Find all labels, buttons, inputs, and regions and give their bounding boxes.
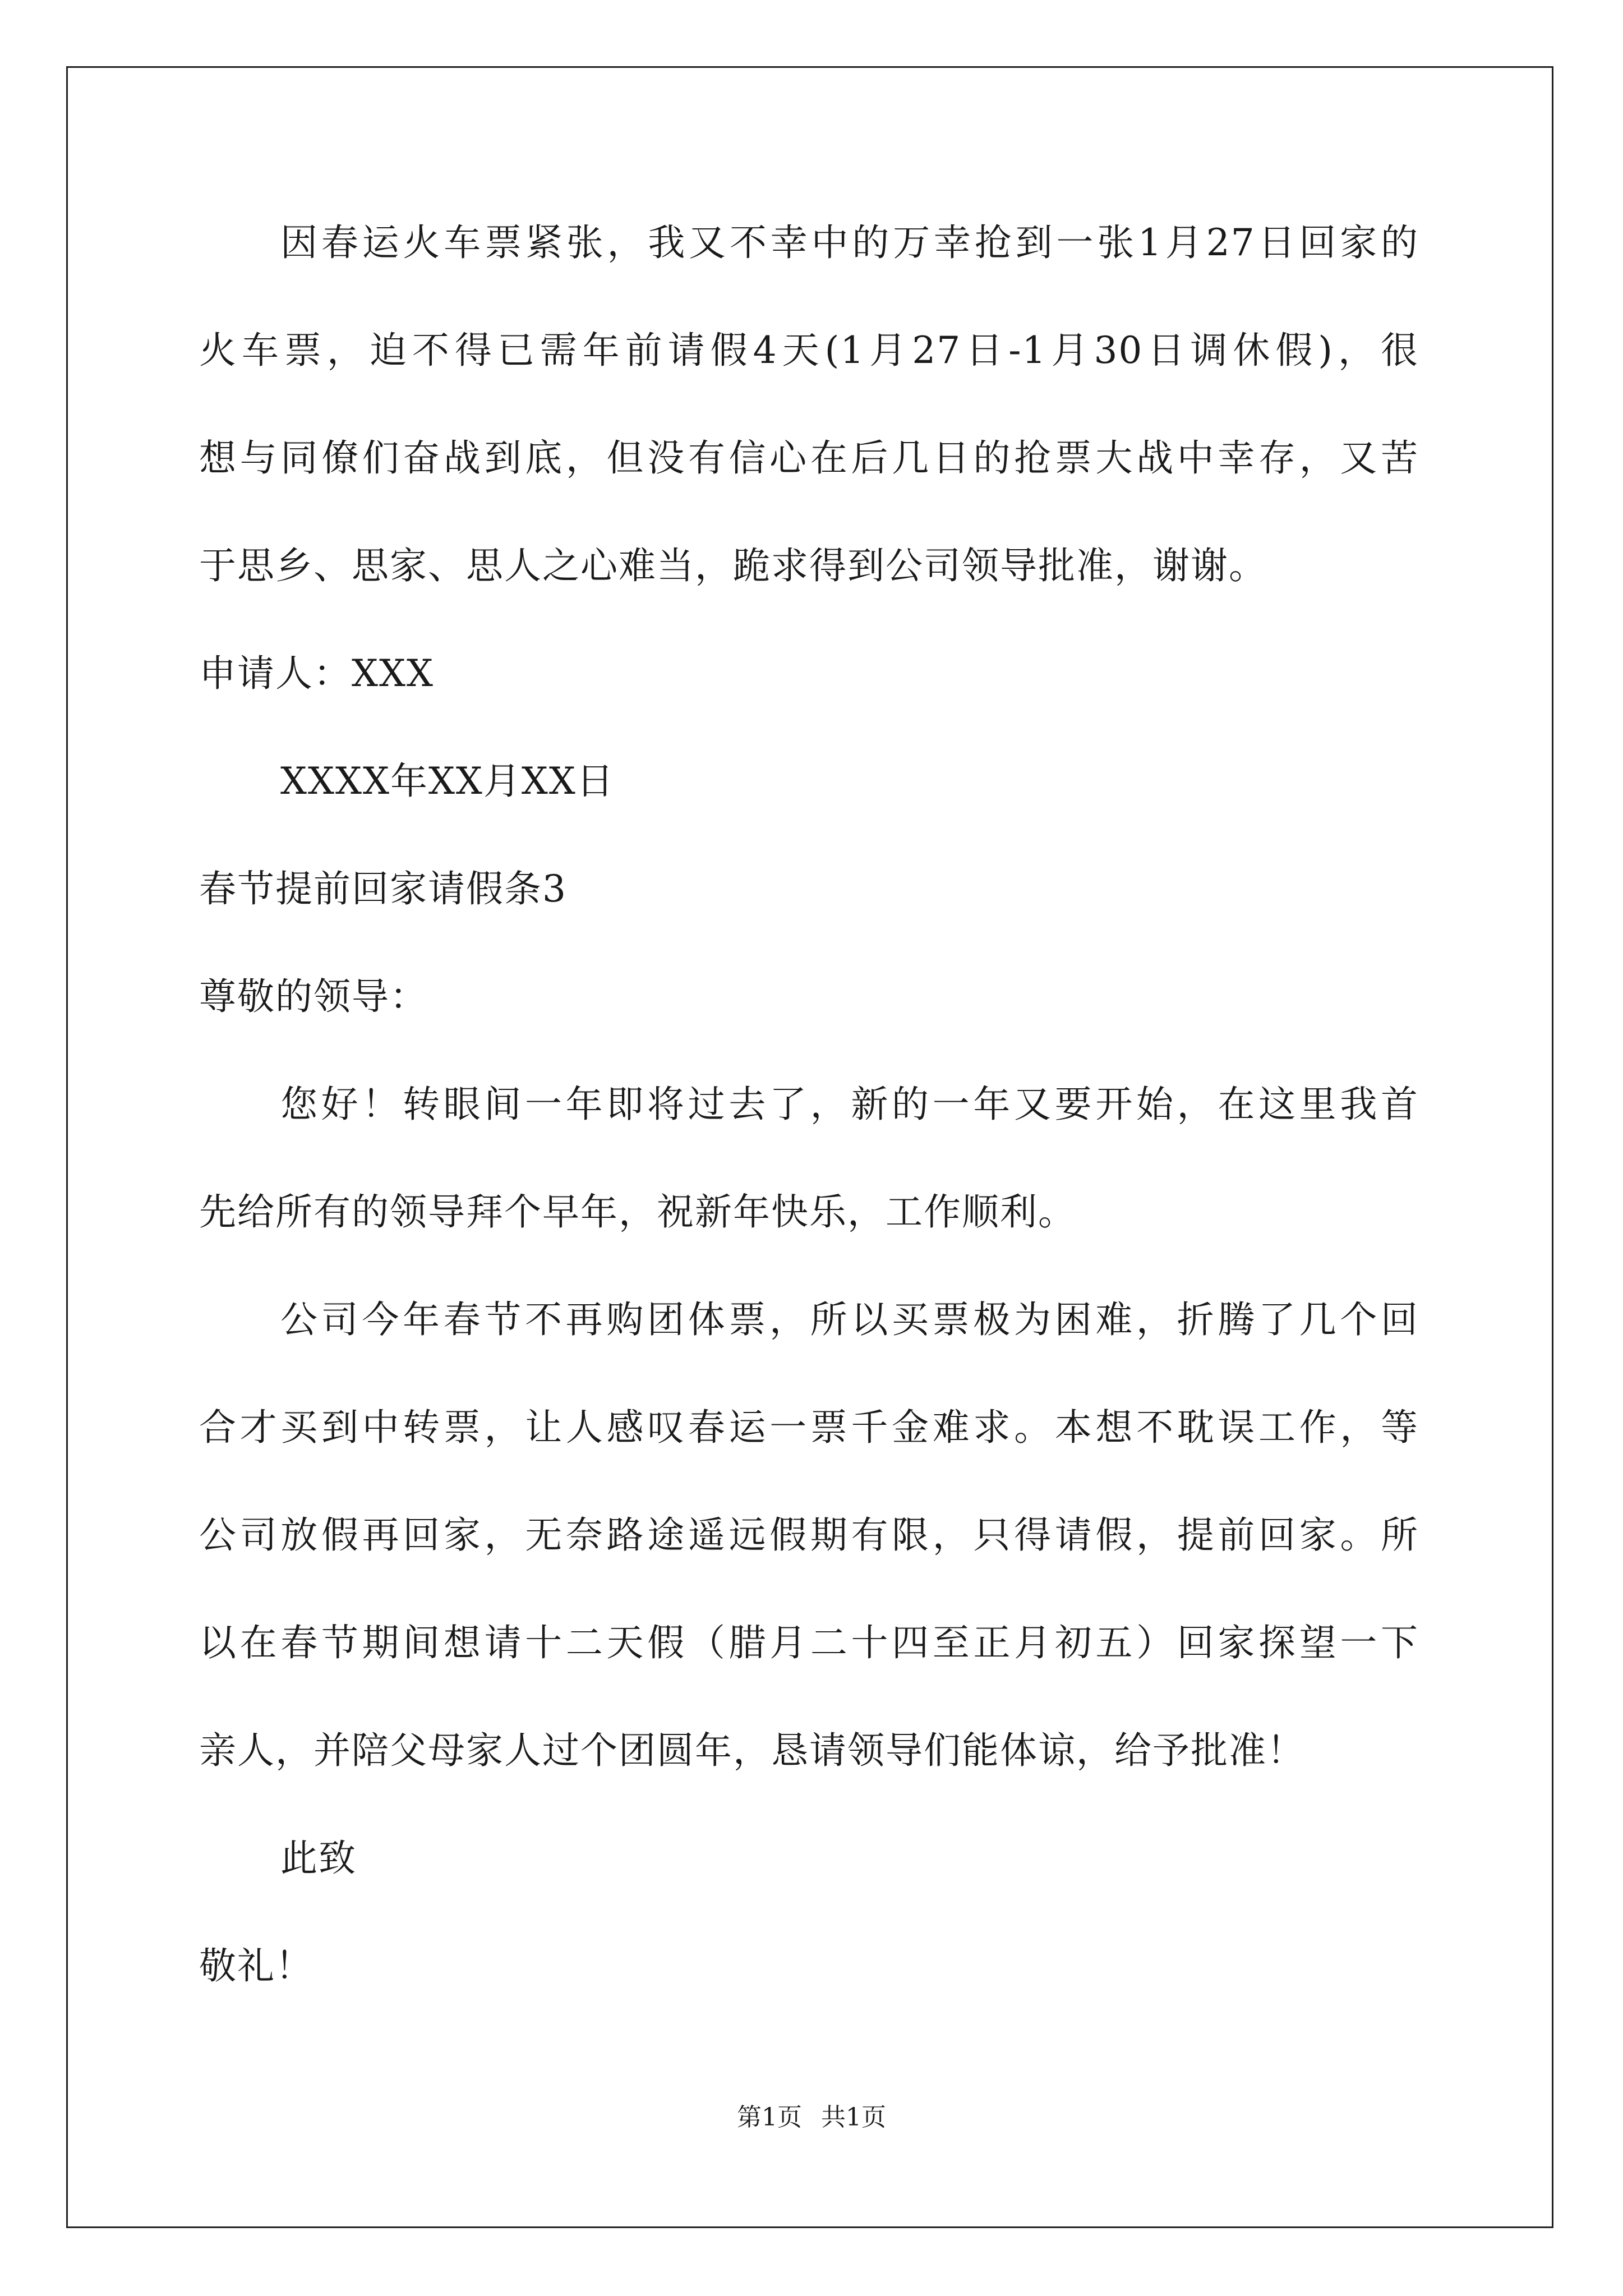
paragraph-line: 火车票，迫不得已需年前请假4天(1月27日-1月30日调休假)，很 xyxy=(199,329,1419,372)
section-title: 春节提前回家请假条3 xyxy=(199,867,567,910)
document-body xyxy=(199,216,1419,2047)
closing-line: 此致 xyxy=(280,1837,357,1880)
paragraph-line: 先给所有的领导拜个早年，祝新年快乐，工作顺利。 xyxy=(199,1190,1076,1234)
closing-salute: 敬礼！ xyxy=(199,1944,313,1987)
paragraph-line: 您好！转眼间一年即将过去了，新的一年又要开始，在这里我首 xyxy=(280,1083,1419,1126)
paragraph-line: 以在春节期间想请十二天假（腊月二十四至正月初五）回家探望一下 xyxy=(199,1621,1419,1664)
paragraph-line: 合才买到中转票，让人感叹春运一票千金难求。本想不耽误工作，等 xyxy=(199,1406,1419,1449)
paragraph-line: 因春运火车票紧张，我又不幸中的万幸抢到一张1月27日回家的 xyxy=(280,221,1419,264)
paragraph-line: 亲人，并陪父母家人过个团圆年，恳请领导们能体谅，给予批准！ xyxy=(199,1729,1305,1772)
paragraph-line: 公司今年春节不再购团体票，所以买票极为困难，折腾了几个回 xyxy=(280,1298,1419,1341)
salutation: 尊敬的领导： xyxy=(199,975,428,1018)
date-line: XXXX年XX月XX日 xyxy=(280,760,615,803)
paragraph-line: 想与同僚们奋战到底，但没有信心在后几日的抢票大战中幸存，又苦 xyxy=(199,436,1419,480)
applicant-line: 申请人：XXX xyxy=(199,652,434,695)
paragraph-line: 于思乡、思家、思人之心难当，跪求得到公司领导批准，谢谢。 xyxy=(199,544,1267,587)
paragraph-line: 公司放假再回家，无奈路途遥远假期有限，只得请假，提前回家。所 xyxy=(199,1513,1419,1557)
page-number: 第1页 共1页 xyxy=(737,2103,886,2132)
